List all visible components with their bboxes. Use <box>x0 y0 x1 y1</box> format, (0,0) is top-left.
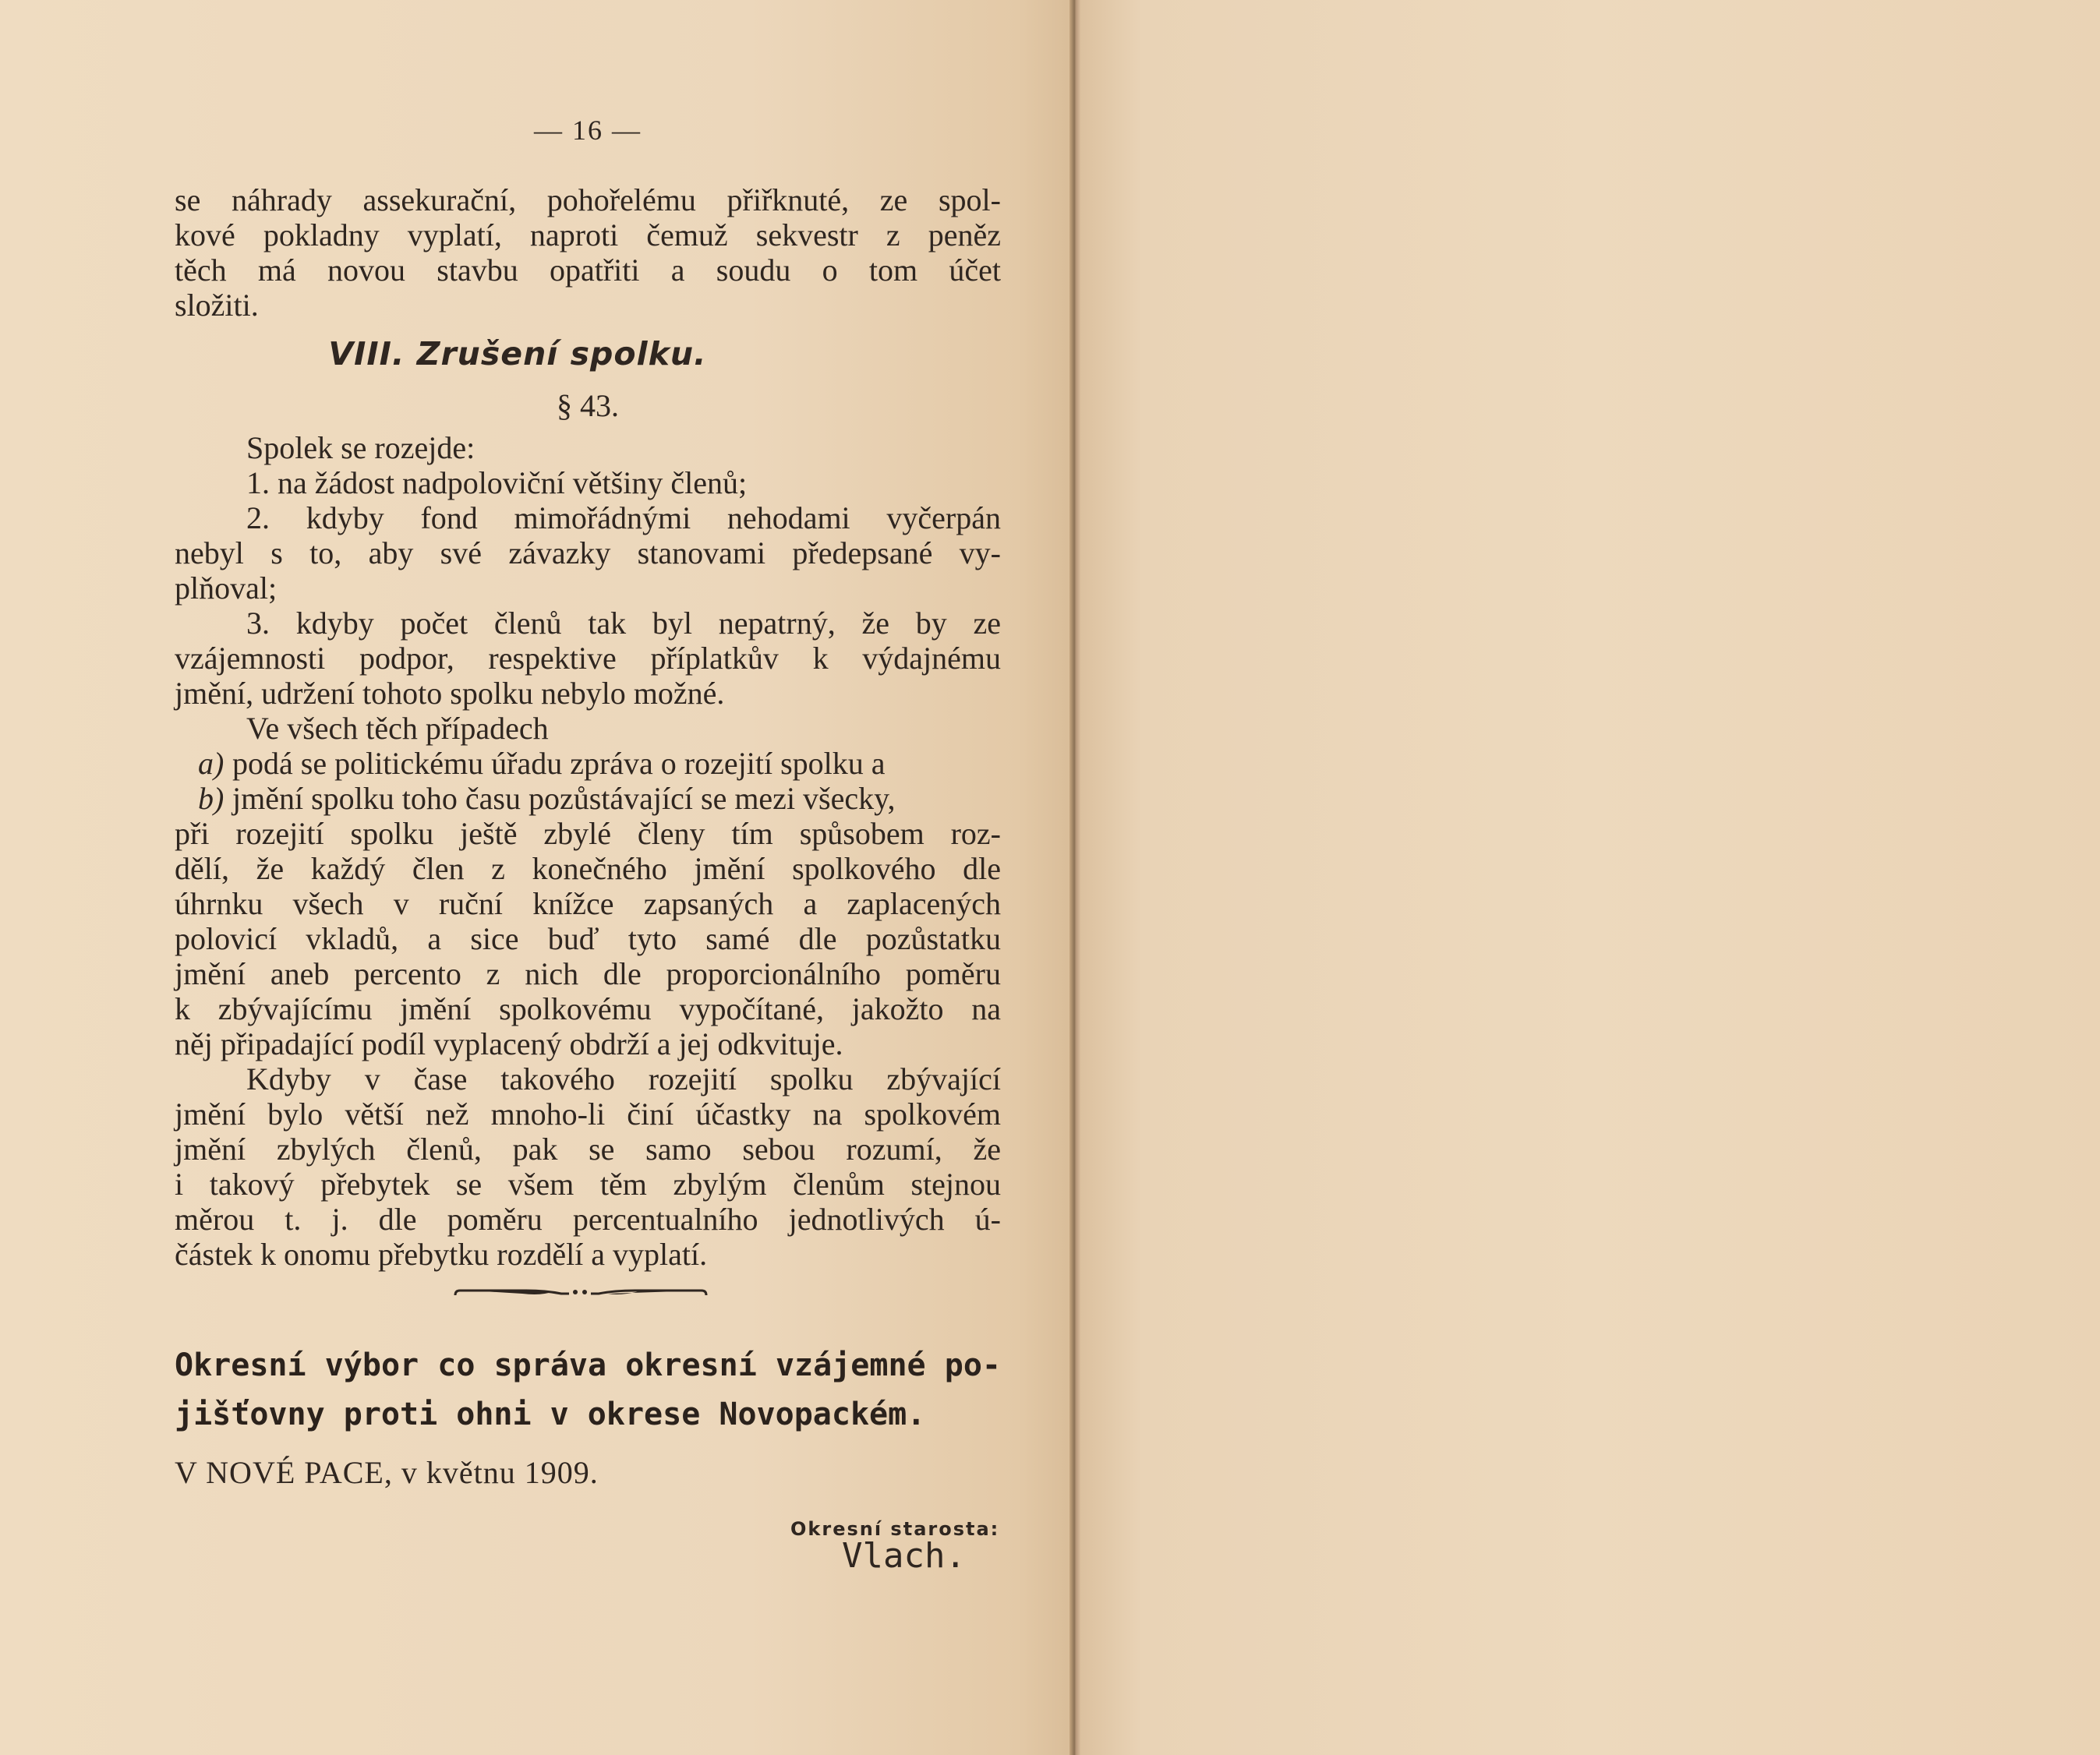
chairman-name: Vlach. <box>842 1536 966 1576</box>
list-item: 3. kdyby počet členů tak byl nepatrný, že by ze <box>246 606 1001 641</box>
case-b-label: b) <box>198 781 224 816</box>
text-line: jmění, udržení tohoto spolku nebylo možné. <box>175 676 725 711</box>
text-line: měrou t. j. dle poměru percentualního jednotlivých ú- <box>175 1202 1001 1237</box>
text-line: jmění bylo větší než mnoho-li činí účastky na spolkovém <box>175 1096 1001 1132</box>
book-gutter <box>1069 0 1080 1755</box>
divider-ornament-icon <box>452 1283 709 1306</box>
text-line: nebyl s to, aby své závazky stanovami předepsané vy- <box>175 535 1001 570</box>
text-line: Kdyby v čase takového rozejití spolku zbývající <box>246 1061 1001 1096</box>
paragraph-number: § 43. <box>557 388 619 423</box>
text-line: dělí, že každý člen z konečného jmění spolkového dle <box>175 851 1001 886</box>
text-line: vzájemnosti podpor, respektive příplatkův k výdajnému <box>175 641 1001 676</box>
text-line: těch má novou stavbu opatřiti a soudu o tom účet <box>175 252 1001 288</box>
text-line: jmění aneb percento z nich dle proporcionálního poměru <box>175 956 1001 991</box>
text-line: Spolek se rozejde: <box>246 430 476 465</box>
text-line: plňoval; <box>175 570 278 606</box>
page-number: — 16 — <box>534 115 642 146</box>
text-line: úhrnku všech v ruční knížce zapsaných a zaplacených <box>175 886 1001 921</box>
chairman-label: Okresní starosta: <box>790 1518 1000 1540</box>
text-line: částek k onomu přebytku rozdělí a vyplatí. <box>175 1237 708 1272</box>
committee-line: Okresní výbor co správa okresní vzájemné po- <box>175 1347 1001 1383</box>
text-line: se náhrady assekurační, pohořelému přiřknuté, ze spol- <box>175 182 1001 217</box>
text-line: při rozejití spolku ještě zbylé členy tím spůsobem roz- <box>175 816 1001 851</box>
case-a <box>175 746 1001 781</box>
list-item: 1. na žádost nadpoloviční většiny členů; <box>246 465 748 500</box>
list-item: 2. kdyby fond mimořádnými nehodami vyčerpán <box>246 500 1001 535</box>
case-a-label: a) <box>198 746 224 781</box>
case-b <box>175 781 1001 816</box>
text-line: Ve všech těch případech <box>246 711 549 746</box>
text-line: k zbývajícímu jmění spolkovému vypočítané, jakožto na <box>175 991 1001 1026</box>
section-heading: VIII. Zrušení spolku. <box>328 335 707 373</box>
text-line: i takový přebytek se všem těm zbylým členům stejnou <box>175 1167 1001 1202</box>
place-date: V NOVÉ PACE, v květnu 1909. <box>175 1455 599 1490</box>
right-page-blank <box>1080 0 2100 1755</box>
case-a-text: podá se politickému úřadu zpráva o rozejití spolku a <box>232 746 886 781</box>
committee-line: jišťovny proti ohni v okrese Novopackém. <box>175 1397 926 1432</box>
case-b-text: jmění spolku toho času pozůstávající se mezi všecky, <box>232 781 896 816</box>
text-line: složiti. <box>175 288 259 323</box>
text-line: jmění zbylých členů, pak se samo sebou rozumí, že <box>175 1132 1001 1167</box>
text-line: něj připadající podíl vyplacený obdrží a jej odkvituje. <box>175 1026 843 1061</box>
text-line: kové pokladny vyplatí, naproti čemuž sekvestr z peněz <box>175 217 1001 252</box>
text-line: polovicí vkladů, a sice buď tyto samé dle pozůstatku <box>175 921 1001 956</box>
